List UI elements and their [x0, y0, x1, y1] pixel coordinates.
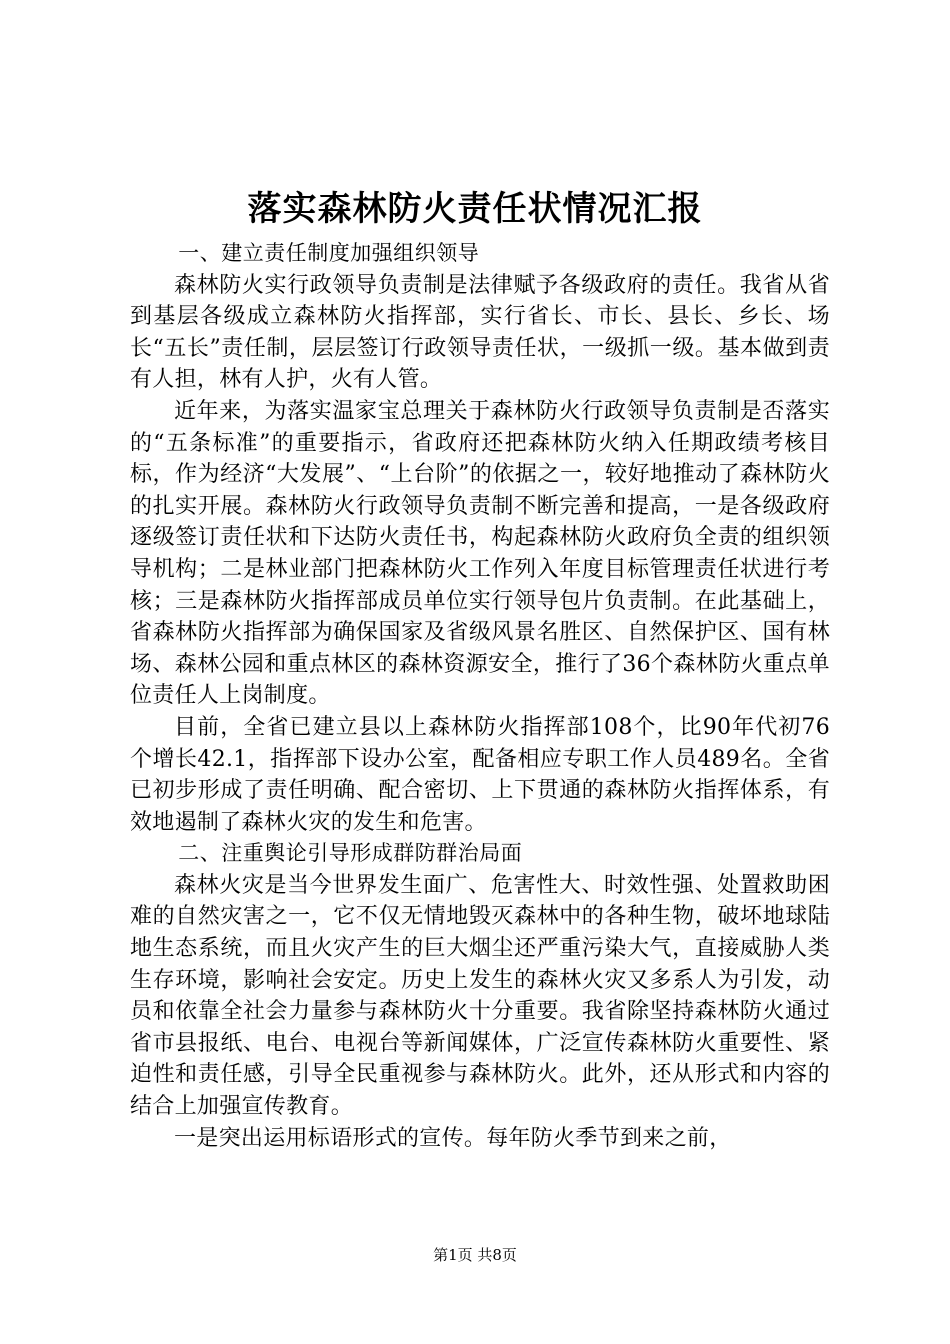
document-title: 落实森林防火责任状情况汇报: [247, 189, 703, 229]
paragraph: 近年来，为落实温家宝总理关于森林防火行政领导负责制是否落实的“五条标准”的重要指示，省政府还把森林防火纳入任期政绩考核目标，作为经济“大发展”、“上台阶”的依据之一，较好地推动了森林防火的扎实开展。森林防火行政领导负责制不断完善和提高，一是各级政府逐级签订责任状和下达防火责任书，构起森林防火政府负全责的组织领导机构；二是林业部门把森林防火工作列入年度目标管理责任状进行考核；三是森林防火指挥部成员单位实行领导包片负责制。在此基础上，省森林防火指挥部为确保国家及省级风景名胜区、自然保护区、国有林场、森林公园和重点林区的森林资源安全，推行了36个森林防火重点单位责任人上岗制度。: [130, 398, 830, 709]
page-number: 第1页 共8页: [433, 1246, 517, 1264]
paragraph: 目前，全省已建立县以上森林防火指挥部108个，比90年代初76个增长42.1，指挥部下设办公室，配备相应专职工作人员489名。全省已初步形成了责任明确、配合密切、上下贯通的森林防火指挥体系，有效地遏制了森林火灾的发生和危害。: [130, 714, 830, 835]
document-body: [130, 238, 830, 1154]
section-heading: 二、注重舆论引导形成群防群治局面: [178, 841, 523, 866]
paragraph: 森林火灾是当今世界发生面广、危害性大、时效性强、处置救助困难的自然灾害之一，它不仅无情地毁灭森林中的各种生物，破坏地球陆地生态系统，而且火灾产生的巨大烟尘还严重污染大气，直接威胁人类生存环境，影响社会安定。历史上发生的森林火灾又多系人为引发，动员和依靠全社会力量参与森林防火十分重要。我省除坚持森林防火通过省市县报纸、电台、电视台等新闻媒体，广泛宣传森林防火重要性、紧迫性和责任感，引导全民重视参与森林防火。此外，还从形式和内容的结合上加强宣传教育。: [130, 872, 830, 1120]
paragraph: 森林防火实行政领导负责制是法律赋予各级政府的责任。我省从省到基层各级成立森林防火指挥部，实行省长、市长、县长、乡长、场长“五长”责任制，层层签订行政领导责任状，一级抓一级。基本做到责有人担，林有人护，火有人管。: [130, 272, 830, 393]
section-heading: 一、建立责任制度加强组织领导: [178, 241, 480, 265]
paragraph: 一是突出运用标语形式的宣传。每年防火季节到来之前，: [174, 1125, 732, 1151]
